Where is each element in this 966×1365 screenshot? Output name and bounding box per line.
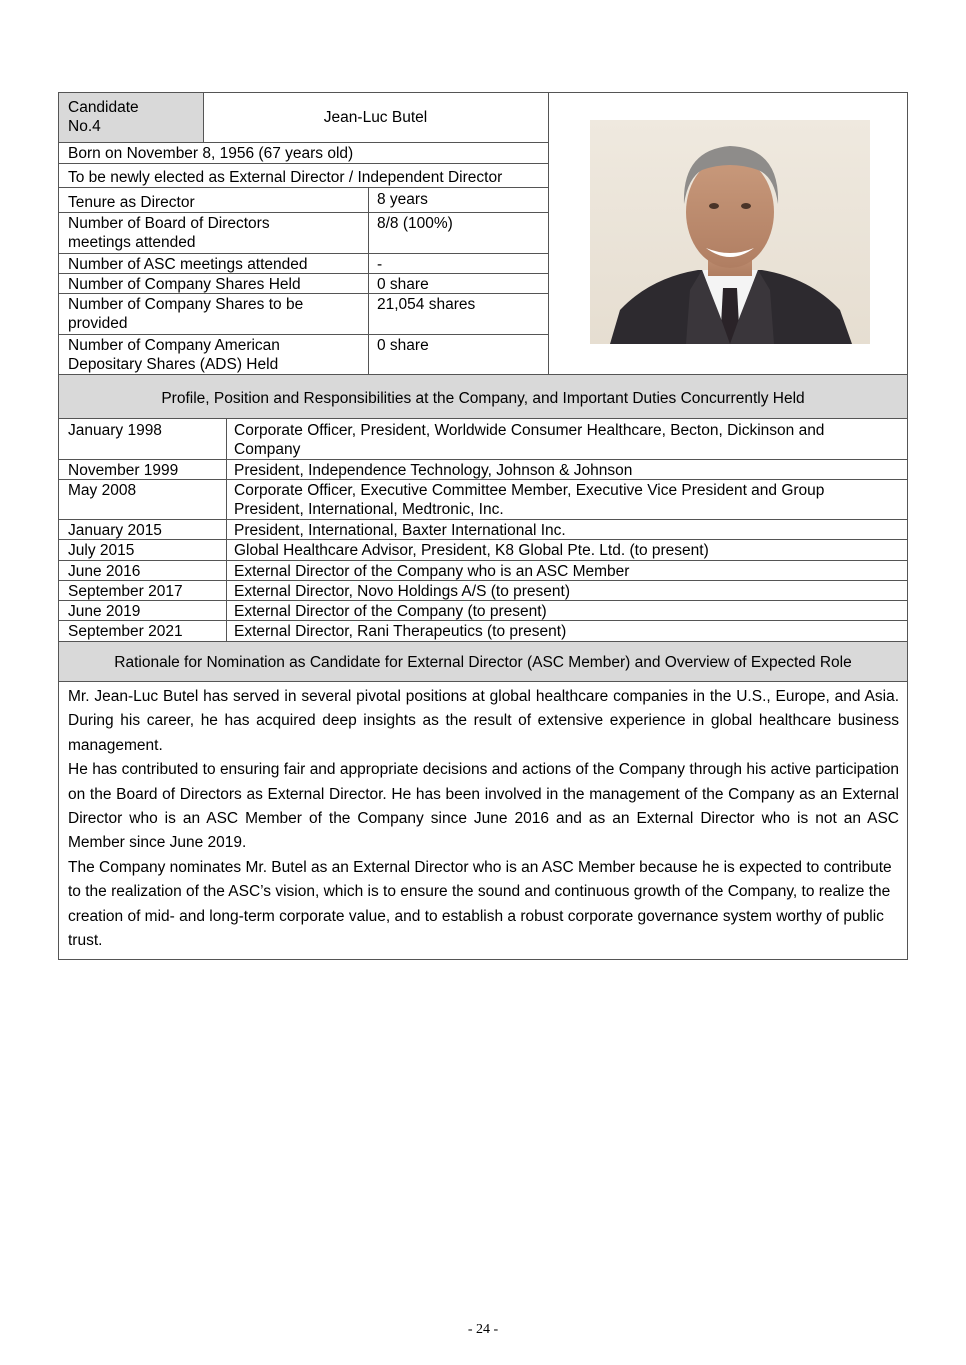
- candidate-label: Candidate No.4: [68, 99, 139, 135]
- stat-label: Number of Company Shares to be provided: [68, 296, 304, 332]
- rationale-paragraph: Mr. Jean-Luc Butel has served in several pivotal positions at global healthcare companies in the U.S., Europe, and Asia. During his career, he has acquired deep insights as the result of extensive experience in global healthcare business management.: [68, 688, 899, 754]
- stat-label: Number of Company American Depositary Shares (ADS) Held: [68, 337, 280, 373]
- stat-label: Number of Board of Directors meetings attended: [68, 215, 270, 251]
- candidate-name: Jean-Luc Butel: [323, 109, 428, 126]
- rationale-paragraph: The Company nominates Mr. Butel as an External Director who is an ASC Member because he is expected to contribute to the realization of the ASC’s vision, which is to ensure the sound and continuous growth of the Company, to realize the creation of mid- and long-term corporate value, and to establish a robust corporate governance system worthy of public trust.: [68, 858, 892, 950]
- stat-value: 0 share: [377, 276, 429, 293]
- profile-text: President, Independence Technology, Johnson & Johnson: [234, 462, 633, 479]
- candidate-portrait: [590, 120, 870, 344]
- profile-text: External Director, Novo Holdings A/S (to present): [234, 583, 570, 600]
- profile-date: June 2019: [68, 603, 141, 620]
- profile-date: September 2017: [68, 583, 183, 600]
- profile-text: Corporate Officer, President, Worldwide Consumer Healthcare, Becton, Dickinson and Company: [234, 422, 825, 458]
- stat-value: 8/8 (100%): [377, 215, 453, 232]
- stat-value: -: [377, 256, 383, 273]
- born-info: Born on November 8, 1956 (67 years old): [68, 145, 354, 162]
- profile-heading: Profile, Position and Responsibilities at the Company, and Important Duties Concurrently Held: [161, 390, 805, 407]
- profile-text: External Director, Rani Therapeutics (to present): [234, 623, 567, 640]
- rationale-heading: Rationale for Nomination as Candidate for External Director (ASC Member) and Overview of Expected Role: [114, 654, 852, 671]
- stat-label: Tenure as Director: [68, 194, 195, 211]
- profile-text: External Director of the Company (to present): [234, 603, 547, 620]
- rationale-body: [68, 685, 899, 953]
- stat-label: Number of ASC meetings attended: [68, 256, 308, 273]
- profile-date: November 1999: [68, 462, 179, 479]
- rationale-paragraph: He has contributed to ensuring fair and appropriate decisions and actions of the Company through his active participation on the Board of Directors as External Director. He has been involved in the management of the Company as an External Director who is an ASC Member of the Company since June 2016 and as an External Director who is not an ASC Member since June 2019.: [68, 761, 899, 852]
- election-info: To be newly elected as External Director / Independent Director: [68, 169, 503, 186]
- profile-date: June 2016: [68, 563, 141, 580]
- profile-date: September 2021: [68, 623, 183, 640]
- profile-text: President, International, Baxter International Inc.: [234, 522, 566, 539]
- profile-text: Corporate Officer, Executive Committee Member, Executive Vice President and Group President, International, Medtronic, Inc.: [234, 482, 825, 518]
- profile-text: External Director of the Company who is an ASC Member: [234, 563, 630, 580]
- stat-value: 8 years: [377, 191, 428, 208]
- stat-value: 0 share: [377, 337, 429, 354]
- profile-date: July 2015: [68, 542, 135, 559]
- profile-date: January 2015: [68, 522, 162, 539]
- stat-value: 21,054 shares: [377, 296, 476, 313]
- stat-label: Number of Company Shares Held: [68, 276, 301, 293]
- profile-text: Global Healthcare Advisor, President, K8 Global Pte. Ltd. (to present): [234, 542, 709, 559]
- profile-date: May 2008: [68, 482, 137, 499]
- page-number: - 24 -: [467, 1322, 499, 1337]
- profile-date: January 1998: [68, 422, 162, 439]
